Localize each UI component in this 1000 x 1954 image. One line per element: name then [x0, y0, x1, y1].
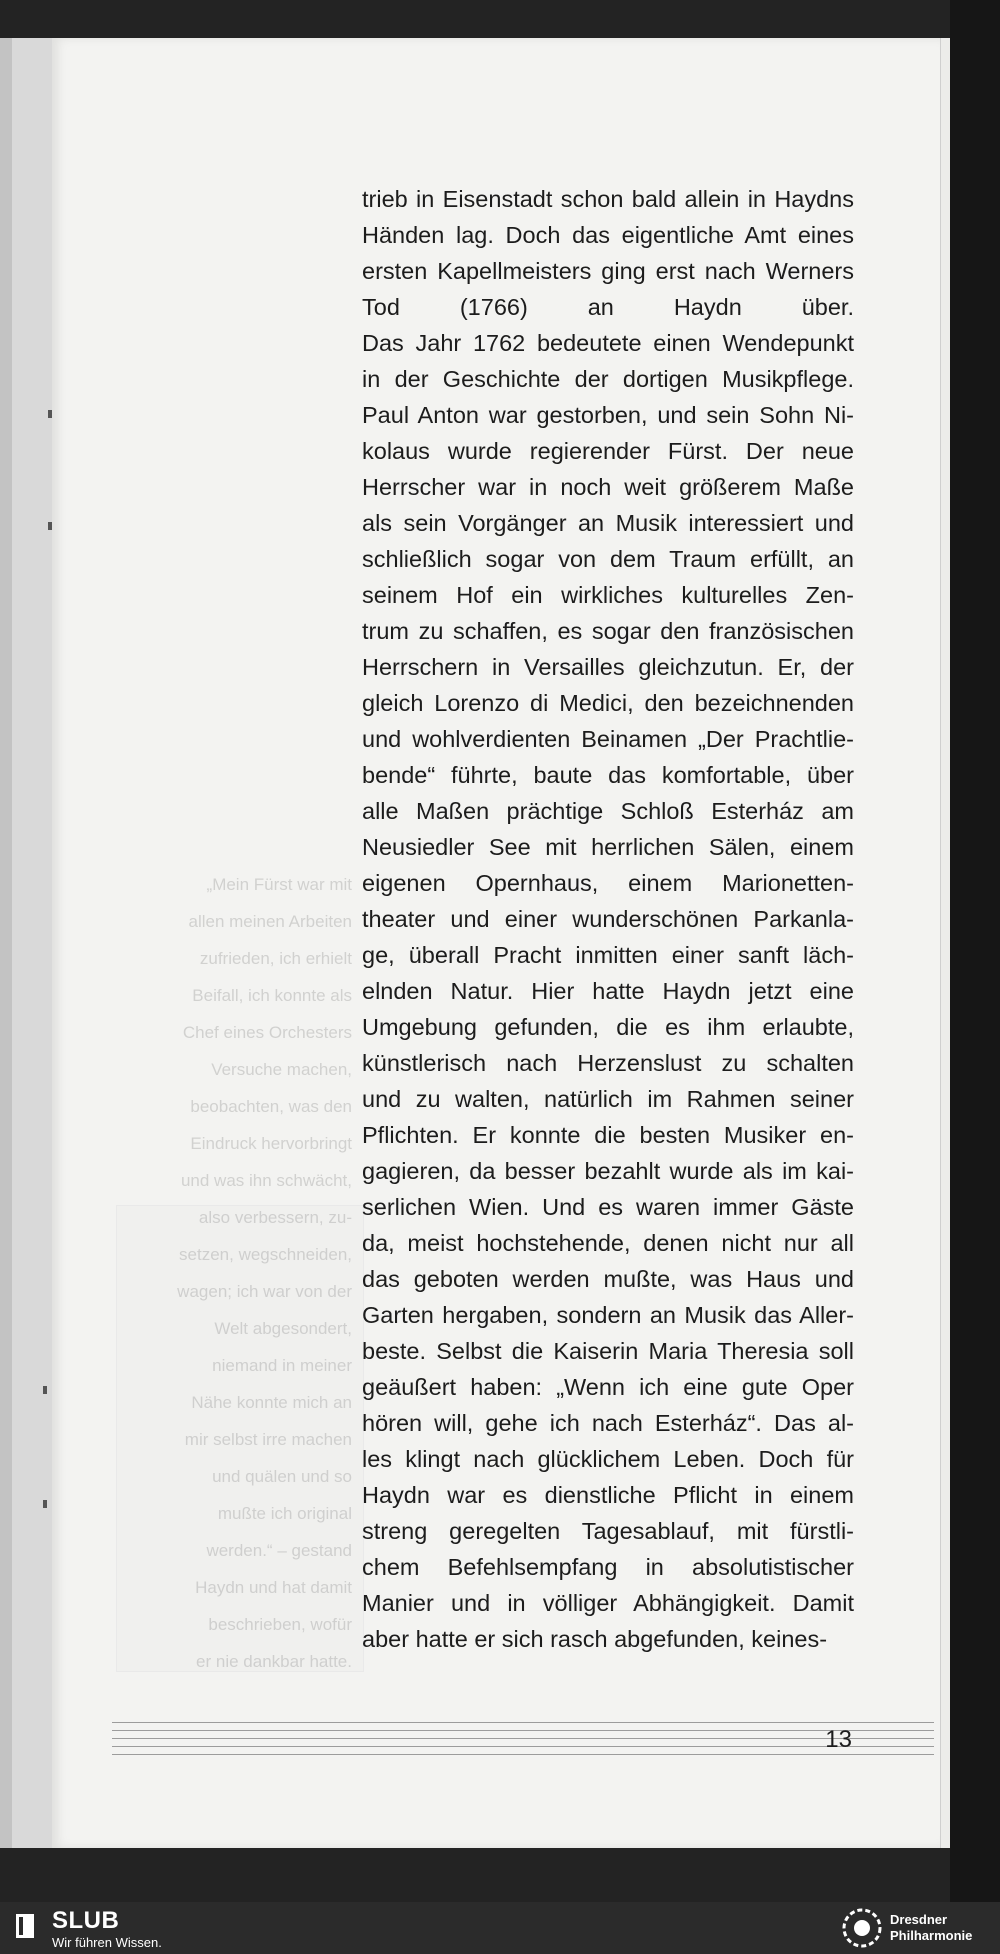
- text-line: streng geregelten Tagesablauf, mit fürstli-: [362, 1518, 854, 1544]
- text-line: trum zu schaffen, es sogar den französischen: [362, 618, 854, 644]
- text-line: alle Maßen prächtige Schloß Esterház am: [362, 798, 854, 824]
- show-through-line: mir selbst irre machen: [184, 1430, 352, 1449]
- show-through-line: also verbessern, zu-: [198, 1208, 352, 1227]
- text-line: geäußert haben: „Wenn ich eine gute Oper: [362, 1374, 854, 1400]
- text-line: Garten hergaben, sondern an Musik das Aller-: [362, 1302, 854, 1328]
- philharmonie-logo-text: [890, 1912, 972, 1944]
- registration-mark: [43, 1500, 47, 1508]
- text-line: bende“ führte, baute das komfortable, über: [362, 762, 854, 788]
- staff-line: [112, 1738, 934, 1739]
- text-line: trieb in Eisenstadt schon bald allein in Haydns: [362, 186, 854, 212]
- text-line: und zu walten, natürlich im Rahmen seiner: [362, 1086, 854, 1112]
- text-line: ersten Kapellmeisters ging erst nach Werners: [362, 258, 854, 284]
- registration-mark: [43, 1386, 47, 1394]
- philharmonie-line1: Dresdner: [890, 1912, 948, 1927]
- show-through-line: er nie dankbar hatte.: [196, 1652, 352, 1671]
- show-through-line: beschrieben, wofür: [208, 1615, 352, 1634]
- text-line: les klingt nach glücklichem Leben. Doch für: [362, 1446, 854, 1472]
- show-through-line: Beifall, ich konnte als: [192, 986, 352, 1005]
- page-number: 13: [825, 1726, 852, 1753]
- text-line: Das Jahr 1762 bedeutete einen Wendepunkt: [362, 330, 854, 356]
- text-line: Haydn war es dienstliche Pflicht in einem: [362, 1482, 854, 1508]
- text-line: gagieren, da besser bezahlt wurde als im kai-: [362, 1158, 854, 1184]
- text-line: aber hatte er sich rasch abgefunden, keines-: [362, 1626, 828, 1652]
- show-through-line: und quälen und so: [212, 1467, 352, 1486]
- show-through-line: niemand in meiner: [212, 1356, 352, 1375]
- philharmonie-logo-icon: [842, 1908, 882, 1948]
- text-line: serlichen Wien. Und es waren immer Gäste: [362, 1194, 854, 1220]
- staff-lines: [112, 1722, 934, 1762]
- text-line: ge, überall Pracht inmitten einer sanft läch-: [362, 942, 854, 968]
- slub-logo-title: SLUB: [52, 1907, 120, 1934]
- text-line: Händen lag. Doch das eigentliche Amt eines: [362, 222, 854, 248]
- page-shadow: [0, 38, 12, 1848]
- body-text: [362, 181, 854, 1657]
- text-line: hören will, gehe ich nach Esterház“. Das al-: [362, 1410, 854, 1436]
- show-through-line: allen meinen Arbeiten: [188, 912, 352, 931]
- show-through-line: Eindruck hervorbringt: [190, 1134, 352, 1153]
- text-line: gleich Lorenzo di Medici, den bezeichnenden: [362, 690, 854, 716]
- show-through-line: wagen; ich war von der: [177, 1282, 352, 1301]
- text-line: kolaus wurde regierender Fürst. Der neue: [362, 438, 854, 464]
- staff-line: [112, 1722, 934, 1723]
- text-line: Tod (1766) an Haydn über.: [362, 294, 854, 320]
- text-line: Paul Anton war gestorben, und sein Sohn Ni-: [362, 402, 854, 428]
- text-line: das geboten werden mußte, was Haus und: [362, 1266, 854, 1292]
- slub-logo-subtitle: Wir führen Wissen.: [52, 1935, 162, 1950]
- text-line: beste. Selbst die Kaiserin Maria Theresia soll: [362, 1338, 854, 1364]
- registration-mark: [48, 410, 52, 418]
- text-line: seinem Hof ein wirkliches kulturelles Zen-: [362, 582, 854, 608]
- show-through-line: setzen, wegschneiden,: [179, 1245, 352, 1264]
- text-line: chem Befehlsempfang in absolutistischer: [362, 1554, 854, 1580]
- footer-bar: [0, 1902, 1000, 1954]
- text-line: Umgebung gefunden, die es ihm erlaubte,: [362, 1014, 854, 1040]
- staff-line: [112, 1730, 934, 1731]
- show-through-line: beobachten, was den: [190, 1097, 352, 1116]
- registration-mark: [48, 522, 52, 530]
- text-line: als sein Vorgänger an Musik interessiert und: [362, 510, 854, 536]
- text-line: künstlerisch nach Herzenslust zu schalten: [362, 1050, 854, 1076]
- show-through-line: Nähe konnte mich an: [191, 1393, 352, 1412]
- show-through-line: und was ihn schwächt,: [180, 1171, 352, 1190]
- text-line: elnden Natur. Hier hatte Haydn jetzt eine: [362, 978, 854, 1004]
- scan-margin: [950, 0, 1000, 1902]
- text-line: schließlich sogar von dem Traum erfüllt, an: [362, 546, 854, 572]
- text-line: da, meist hochstehende, denen nicht nur all: [362, 1230, 854, 1256]
- text-line: eigenen Opernhaus, einem Marionetten-: [362, 870, 854, 896]
- philharmonie-line2: Philharmonie: [890, 1928, 973, 1943]
- show-through-line: zufrieden, ich erhielt: [199, 949, 352, 968]
- show-through-line: Versuche machen,: [211, 1060, 352, 1079]
- text-line: Herrschern in Versailles gleichzutun. Er, der: [362, 654, 854, 680]
- show-through-text: [112, 866, 352, 1680]
- show-through-line: Chef eines Orchesters: [182, 1023, 352, 1042]
- text-line: Neusiedler See mit herrlichen Sälen, einem: [362, 834, 854, 860]
- text-line: Manier und in völliger Abhängigkeit. Damit: [362, 1590, 854, 1616]
- show-through-line: mußte ich original: [217, 1504, 352, 1523]
- staff-line: [112, 1746, 934, 1747]
- staff-line: [112, 1754, 934, 1755]
- text-line: Herrscher war in noch weit größerem Maße: [362, 474, 854, 500]
- text-line: und wohlverdienten Beinamen „Der Prachtlie-: [362, 726, 854, 752]
- text-line: theater und einer wunderschönen Parkanla-: [362, 906, 854, 932]
- show-through-line: „Mein Fürst war mit: [206, 875, 352, 894]
- book-icon: [14, 1912, 38, 1940]
- show-through-line: Haydn und hat damit: [195, 1578, 352, 1597]
- show-through-line: Welt abgesondert,: [214, 1319, 352, 1338]
- show-through-line: werden.“ – gestand: [206, 1541, 352, 1560]
- text-line: Pflichten. Er konnte die besten Musiker en-: [362, 1122, 854, 1148]
- text-line: in der Geschichte der dortigen Musikpflege.: [362, 366, 854, 392]
- previous-page-edge: [0, 38, 54, 1848]
